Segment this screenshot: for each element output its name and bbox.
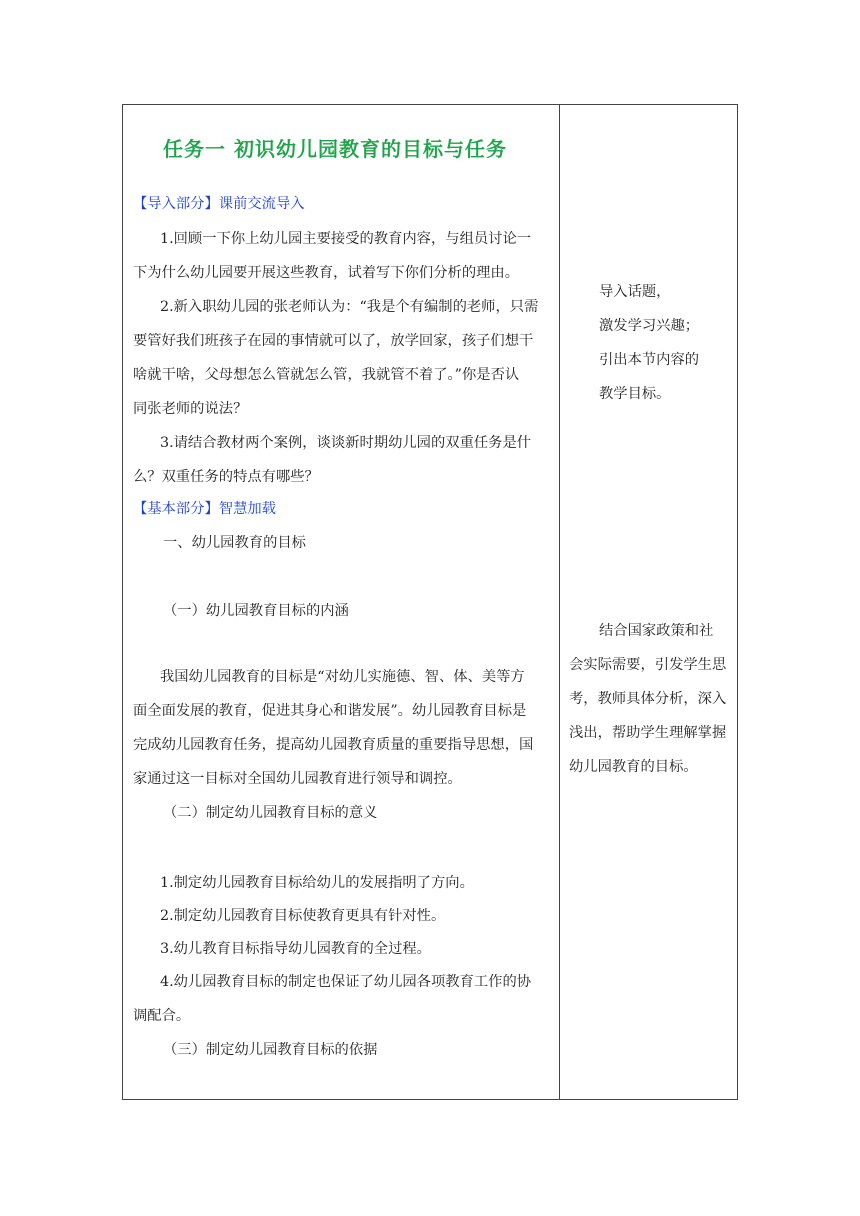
note2-line-4: 浅出，帮助学生理解掌握: [569, 725, 727, 741]
basic-heading-sub: 智慧加载: [218, 501, 276, 517]
intro-line-5: 啥就干啥，父母想怎么管就怎么管，我就管不着了。”你是否认: [133, 367, 520, 383]
note1-line-1: 导入话题，: [599, 284, 671, 300]
note2-line-1: 结合国家政策和社: [599, 623, 714, 639]
intro-line-7: 3.请结合教材两个案例，谈谈新时期幼儿园的双重任务是什: [160, 435, 532, 451]
column-divider: [559, 105, 560, 1099]
point-1: 一、幼儿园教育的目标: [163, 535, 306, 551]
note1-line-3: 引出本节内容的: [599, 352, 700, 368]
subheading-2: （二）制定幼儿园教育目标的意义: [163, 805, 378, 821]
list2-item-4: 4.幼儿园教育目标的制定也保证了幼儿园各项教育工作的协: [160, 974, 532, 990]
basic-heading: [133, 499, 276, 519]
intro-line-2: 下为什么幼儿园要开展这些教育，试着写下你们分析的理由。: [133, 265, 520, 281]
note1-line-4: 教学目标。: [599, 386, 671, 402]
intro-heading-sub: 课前交流导入: [218, 196, 305, 212]
list2-item-1: 1.制定幼儿园教育目标给幼儿的发展指明了方向。: [160, 875, 474, 891]
para1-line-1: 我国幼儿园教育的目标是“对幼儿实施德、智、体、美等方: [160, 669, 525, 685]
page-title: 任务一 初识幼儿园教育的目标与任务: [163, 137, 507, 161]
para1-line-2: 面全面发展的教育，促进其身心和谐发展”。幼儿园教育目标是: [133, 703, 527, 719]
intro-heading: [133, 194, 305, 214]
para1-line-3: 完成幼儿园教育任务，提高幼儿园教育质量的重要指导思想，国: [133, 737, 534, 753]
lesson-plan-table: [122, 104, 738, 1100]
subheading-3: （三）制定幼儿园教育目标的依据: [163, 1042, 378, 1058]
intro-line-4: 要管好我们班孩子在园的事情就可以了，放学回家，孩子们想干: [133, 333, 534, 349]
subheading-1: （一）幼儿园教育目标的内涵: [163, 603, 349, 619]
intro-heading-label: 【导入部分】: [133, 196, 219, 212]
intro-line-6: 同张老师的说法？: [133, 401, 248, 417]
note2-line-3: 考，教师具体分析，深入: [569, 691, 727, 707]
note1-line-2: 激发学习兴趣；: [599, 318, 700, 334]
note2-line-5: 幼儿园教育的目标。: [569, 759, 698, 775]
intro-line-8: 么？双重任务的特点有哪些？: [133, 469, 319, 485]
para1-line-4: 家通过这一目标对全国幼儿园教育进行领导和调控。: [133, 771, 462, 787]
intro-line-3: 2.新入职幼儿园的张老师认为：“我是个有编制的老师，只需: [160, 299, 539, 315]
list2-item-4-cont: 调配合。: [133, 1008, 191, 1024]
note2-line-2: 会实际需要，引发学生思: [569, 657, 727, 673]
list2-item-3: 3.幼儿教育目标指导幼儿园教育的全过程。: [160, 941, 431, 957]
intro-line-1: 1.回顾一下你上幼儿园主要接受的教育内容，与组员讨论一: [160, 231, 532, 247]
basic-heading-label: 【基本部分】: [133, 501, 219, 517]
list2-item-2: 2.制定幼儿园教育目标使教育更具有针对性。: [160, 908, 446, 924]
